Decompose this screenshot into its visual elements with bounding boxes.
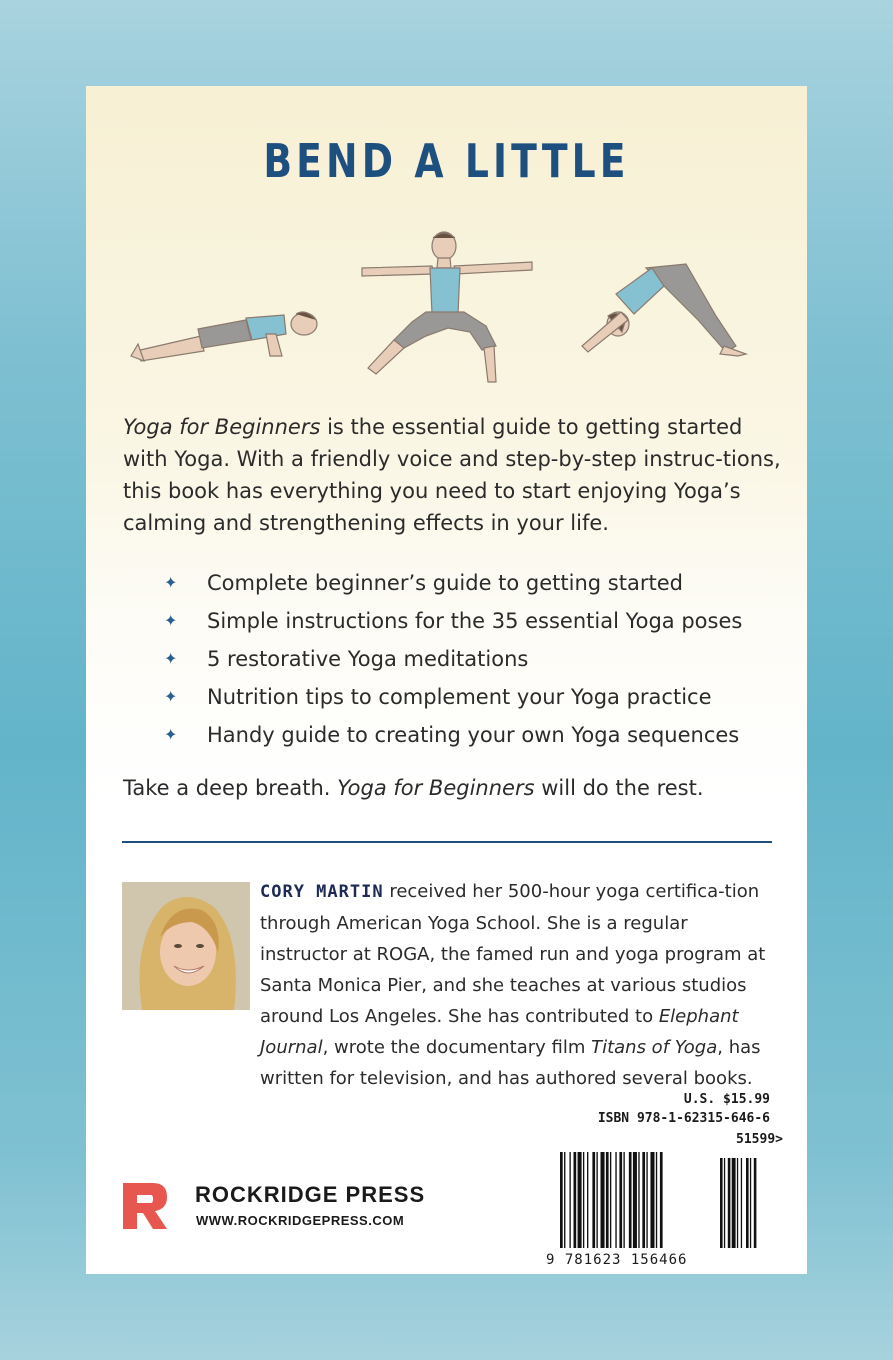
bio-film: Titans of Yoga [591,1037,718,1058]
feature-item [164,564,784,602]
tagline-start: Take a deep breath. [123,776,338,800]
bio-text: , wrote the documentary film [322,1037,592,1058]
feature-text: Complete beginner’s guide to getting started [207,571,683,595]
back-cover-panel [86,86,807,1274]
isbn-label: ISBN 978-1-62315-646-6 [597,1111,770,1126]
author-bio [260,876,780,1094]
feature-item [164,716,784,754]
sparkle-icon: ✦ [164,573,178,592]
publisher-url: WWW.ROCKRIDGEPRESS.COM [196,1213,405,1228]
bio-publication: Elephant Journal [260,1006,739,1058]
feature-list [164,564,784,754]
feature-text: Nutrition tips to complement your Yoga practice [207,685,712,709]
author-name: CORY MARTIN [260,882,384,902]
downward-dog-figure [582,264,746,356]
feature-item [164,640,784,678]
sparkle-icon: ✦ [164,611,178,630]
section-divider [122,841,772,843]
plank-pose-figure [131,312,317,361]
intro-text: is the essential guide to getting started with Yoga. With a friendly voice and step-by-step instruc-tions, this book has everything you need to start enjoying Yoga’s calming and strengthening effects in your life. [123,415,781,535]
warrior-pose-figure [362,232,532,382]
barcode-digits: 9 781623 156466 [546,1252,688,1268]
feature-text: 5 restorative Yoga meditations [207,647,529,671]
feature-text: Handy guide to creating your own Yoga sequences [207,723,740,747]
sparkle-icon: ✦ [164,725,178,744]
publisher-name: ROCKRIDGE PRESS [195,1182,426,1207]
tagline [123,772,783,804]
tagline-end: will do the rest. [534,776,704,800]
sparkle-icon: ✦ [164,687,178,706]
intro-paragraph [123,411,783,539]
author-photo [122,882,250,1010]
feature-item [164,678,784,716]
sparkle-icon: ✦ [164,649,178,668]
headline: BEND A LITTLE [263,134,630,188]
feature-text: Simple instructions for the 35 essential Yoga poses [207,609,743,633]
feature-item [164,602,784,640]
barcode-addon: 51599> [736,1132,783,1147]
price-label: U.S. $15.99 [683,1092,770,1107]
isbn-barcode [560,1152,775,1248]
tagline-book-title: Yoga for Beginners [337,776,535,800]
book-title-italic: Yoga for Beginners [123,415,321,439]
rockridge-logo-icon [123,1183,169,1229]
bio-text: received her 500-hour yoga certifica-tion through American Yoga School. She is a regular instructor at ROGA, the famed run and yoga program at Santa Monica Pier, and she teaches at various studios around Los Angeles. She has contributed to [260,881,766,1027]
bio-text: , has written for television, and has authored several books. [260,1037,761,1089]
